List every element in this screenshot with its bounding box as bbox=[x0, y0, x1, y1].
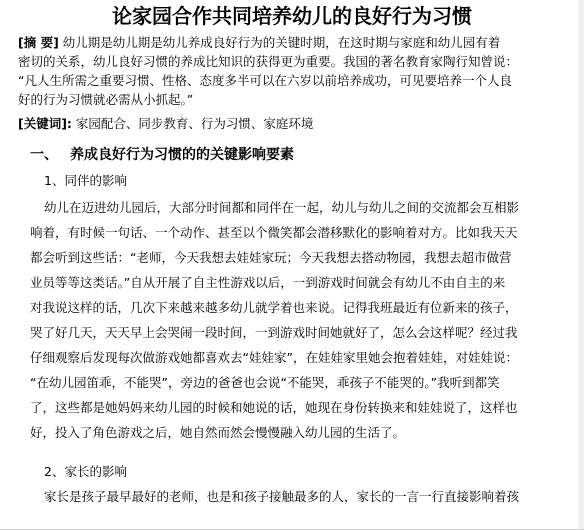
section-number: 一、 bbox=[30, 147, 58, 163]
abstract-text: 幼儿期是幼儿期是幼儿养成良好行为的关键时期，在这时期与家庭和幼儿园有着 bbox=[62, 35, 501, 50]
keywords-text: 家园配合、同步教育、行为习惯、家庭环境 bbox=[75, 116, 314, 131]
paragraph-line: 响着，有时候一句话、一个动作、甚至以个微笑都会潜移默化的影响着对方。比如我天天 bbox=[30, 225, 518, 240]
abstract bbox=[18, 33, 574, 109]
paragraph-line: 业员等等这类话。”自从开展了自主性游戏以后，一到游戏时间就会有幼儿不由自主的来 bbox=[30, 275, 506, 290]
paragraph-line: “在幼儿园笛乖，不能哭”，旁边的爸爸也会说“不能哭，乖孩子不能哭的。”我听到都笑 bbox=[30, 375, 500, 390]
paragraph-line: 家长是孩子最早最好的老师，也是和孩子接触最多的人，家长的一言一行直接影响着孩 bbox=[44, 489, 520, 504]
section-title: 养成良好行为习惯的的关键影响要素 bbox=[70, 147, 294, 163]
paragraph-line: 幼儿在迈进幼儿园后，大部分时间都和同伴在一起，幼儿与幼儿之间的交流都会互相影 bbox=[44, 200, 520, 215]
paragraph-peer-influence bbox=[30, 195, 578, 445]
abstract-line bbox=[18, 33, 574, 52]
abstract-label: [摘 要] bbox=[18, 35, 59, 50]
document-title: 论家园合作共同培养幼儿的良好行为习惯 bbox=[112, 4, 472, 28]
abstract-line: “凡人生所需之重要习惯、性格、态度多半可以在六岁以前培养成功，可见要培养一个人良 bbox=[18, 73, 512, 88]
paragraph-line: 了，这些都是她妈妈来幼儿园的时候和她说的话，她现在身份转换来和娃娃说了，这样也 bbox=[30, 400, 518, 415]
paragraph-line: 都会听到这些话：“老师，今天我想去娃娃家玩；今天我想去搭动物园，我想去超市做营 bbox=[30, 250, 512, 265]
abstract-line: 好的行为习惯就必需从小抓起。” bbox=[18, 92, 194, 107]
abstract-line: 密切的关系，幼儿良好习惯的养成比知识的获得更为重要。我国的著名教育家陶行知曾说： bbox=[18, 54, 519, 69]
paragraph-line: 对我说这样的话，几次下来越来越多幼儿就学着也来说。记得我班最近有位新来的孩子， bbox=[30, 300, 518, 315]
keywords-label: [关键词]: bbox=[18, 116, 72, 131]
section-heading bbox=[30, 145, 294, 165]
vertical-scrollbar[interactable] bbox=[578, 0, 584, 530]
paragraph-line: 仔细观察后发现每次做游戏她都喜欢去“娃娃家”，在娃娃家里她会抱着娃娃，对娃娃说： bbox=[30, 350, 518, 365]
paragraph-line: 好，投入了角色游戏之后，她自然而然会慢慢融入幼儿园的生活了。 bbox=[30, 425, 406, 440]
subsection-heading-peer: 1、同伴的影响 bbox=[44, 173, 127, 188]
subsection-heading-parents: 2、家长的影响 bbox=[44, 464, 127, 479]
paragraph-line: 哭了好几天，天天早上会哭闹一段时间，一到游戏时间她就好了，怎么会这样呢？经过我 bbox=[30, 325, 518, 340]
paragraph-parent-influence bbox=[30, 484, 578, 509]
keywords bbox=[18, 114, 313, 133]
